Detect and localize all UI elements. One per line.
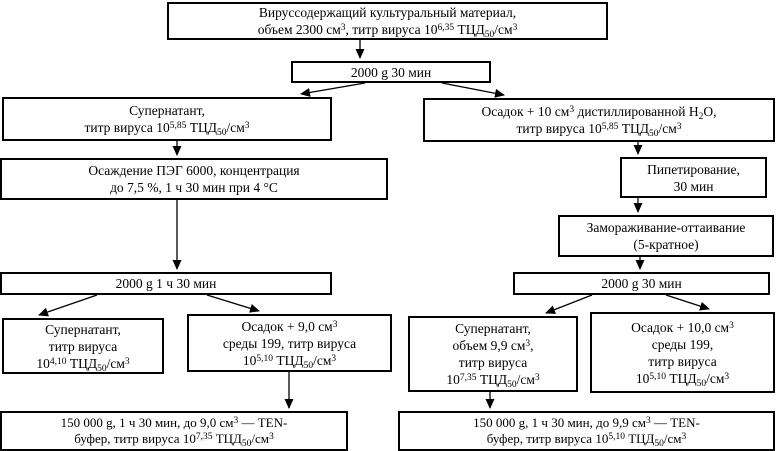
box-peg-precipitation [0,158,388,200]
box-text-line: титр вируса 10$^{5,85}$ $ТЦД_{50}/см^3$ [84,120,250,138]
box-text-line: объем 9,9 $см^3$, [452,338,534,353]
box-text-line: Супернатант, [45,321,121,337]
box-text-line: Пипетирование, [647,161,740,177]
box-text-line: 10$^{4,10}$ $ТЦД_{50}/см^3$ [36,355,130,374]
box-text-line: 2000 g 30 мин [350,64,432,80]
box-ultracentrifugation-left [0,411,348,451]
box-sediment-distilled-water [423,98,775,142]
box-text-line: среды 199, [651,336,714,352]
box-centrifuge-2000g-30min [291,61,491,83]
box-supernatant-1 [2,97,332,141]
box-text-line: Осадок + 9,0 $см^3$ [241,318,338,334]
box-centrifuge-2000g-90min [0,272,332,295]
box-text-line: Осадок + 10 $см^3$ дистиллированной $Н_2О$, [481,104,717,122]
box-centrifuge-2000g-30min-2 [513,272,770,295]
box-text-line: Супернатант, [129,103,205,118]
box-text-line: Осадок + 10,0 $см^3$ [631,319,734,335]
box-source-material [167,2,608,40]
box-text-line: до 7,5 %, 1 ч 30 мин при 4 °С [110,180,278,195]
box-pipetting [620,157,767,198]
box-freeze-thaw [558,215,774,257]
box-text-line: 150 000 g, 1 ч 30 мин, до 9,0 $см^3$ — TEN- [60,415,288,430]
box-text-line: Замораживание-оттаивание [586,220,746,235]
box-text-line: объем 2300 $см^3$, титр вируса 10$^{6,35}$ $ТЦД_{50}/см^3$ [257,22,518,40]
box-text-line: Супернатант, [455,321,531,336]
arrow-centrifuge1-to-sediment1 [442,83,504,95]
arrow-centrifuge1-to-supernatant1 [301,83,365,94]
box-text-line: (5-кратное) [633,237,699,252]
box-text-line: 10$^{5,10}$ $ТЦД_{50}/см^3$ [242,352,337,371]
box-text-line: титр вируса 10$^{5,85}$ $ТЦД_{50}/см^3$ [516,121,682,139]
box-text-line: Вируссодержащий культуральный материал, [258,5,517,20]
box-text-line: среды 199, титр вируса [222,335,357,351]
box-text-line: буфер, титр вируса 10$^{5,10}$ $ТЦД_{50}/см^3$ [486,431,687,449]
box-text-line: 2000 g 30 мин [601,276,682,291]
arrow-centrifuge2-to-sediment2 [207,295,259,311]
box-text-line: титр вируса [458,355,528,370]
box-text-line: 150 000 g, 1 ч 30 мин, до 9,9 $см^3$ — TEN- [473,415,700,430]
arrow-centrifuge3-to-supernatant3 [546,295,592,313]
box-text-line: титр вируса [48,338,118,354]
box-supernatant-2 [2,318,164,374]
arrow-centrifuge2-to-supernatant2 [39,295,97,315]
box-text-line: 30 мин [673,178,714,194]
box-ultracentrifugation-right [398,411,775,451]
box-supernatant-3 [408,316,578,392]
arrow-centrifuge3-to-sediment3 [666,295,709,309]
box-text-line: 10$^{7,35}$ $ТЦД_{50}/см^3$ [446,372,540,390]
box-text-line: буфер, титр вируса 10$^{7,35}$ $ТЦД_{50}/см^3$ [74,431,274,449]
box-sediment-medium199-right [590,312,775,393]
box-text-line: 2000 g 1 ч 30 мин [115,276,217,291]
box-text-line: Осаждение ПЭГ 6000, концентрация [88,163,300,178]
box-text-line: титр вируса [648,353,717,369]
box-text-line: 10$^{5,10}$ $ТЦД_{50}/см^3$ [635,370,730,389]
box-sediment-medium199-left [187,314,392,372]
